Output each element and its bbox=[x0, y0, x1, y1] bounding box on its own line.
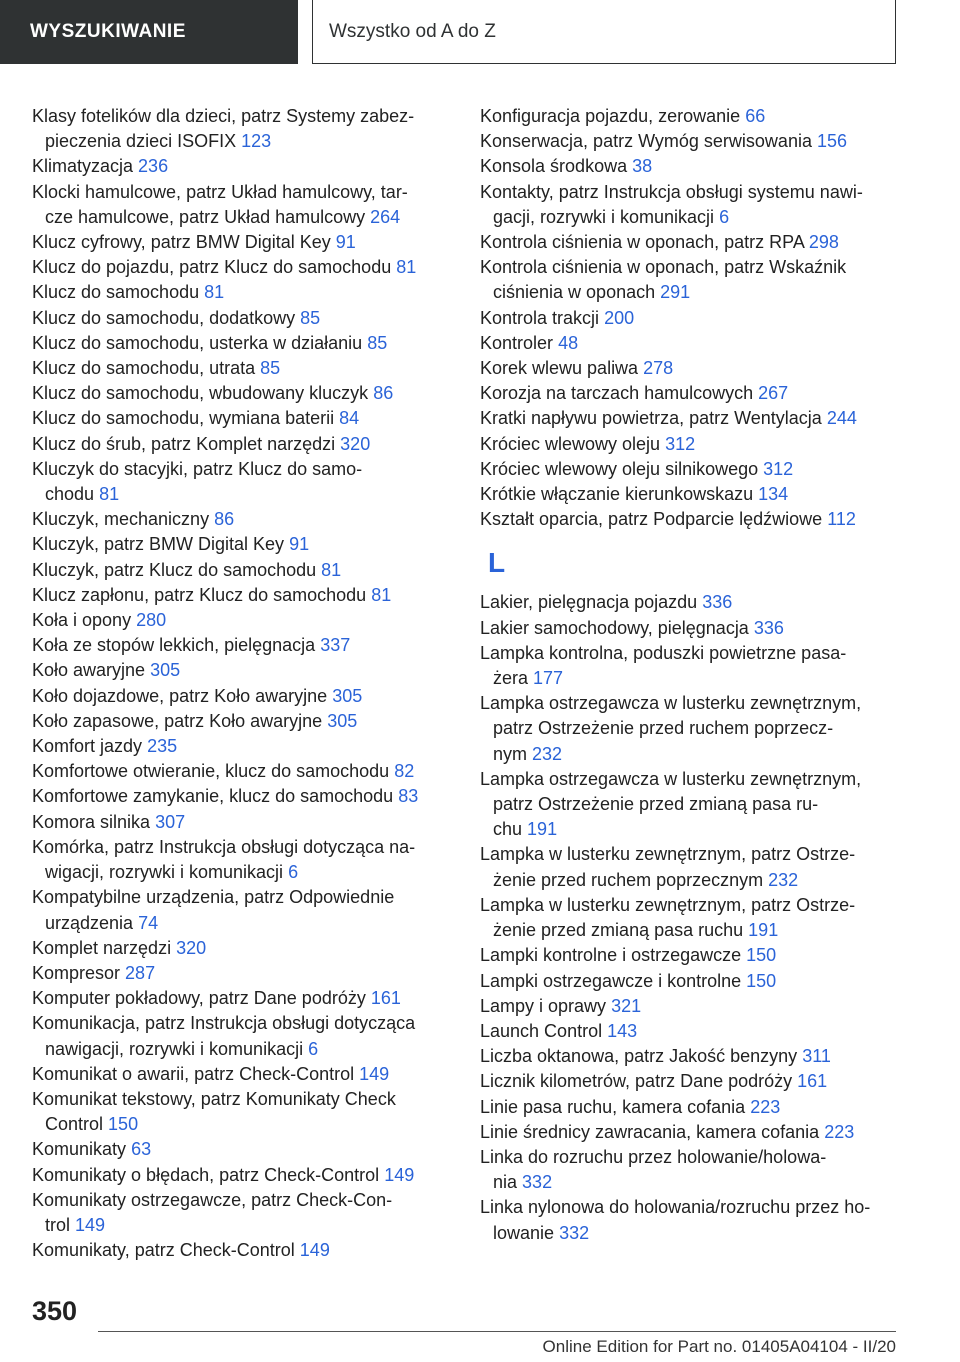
index-entry bbox=[32, 583, 452, 608]
index-entry bbox=[32, 835, 452, 885]
index-entry bbox=[32, 1238, 452, 1263]
index-entry bbox=[32, 180, 452, 230]
index-term: Króciec wlewowy oleju silnikowego bbox=[480, 458, 759, 479]
page-reference-link[interactable]: 149 bbox=[75, 1214, 106, 1235]
index-entry bbox=[32, 280, 452, 305]
index-term: Komunikacja, patrz Instrukcja obsługi dotycząca bbox=[32, 1013, 416, 1034]
page-reference-link[interactable]: 149 bbox=[384, 1164, 415, 1185]
page-reference-link[interactable]: 38 bbox=[632, 156, 653, 177]
index-term: Launch Control bbox=[480, 1020, 603, 1041]
index-entry bbox=[32, 608, 452, 633]
page-reference-link[interactable]: 191 bbox=[527, 819, 558, 840]
page-reference-link[interactable]: 85 bbox=[300, 307, 321, 328]
index-term: Lampka kontrolna, poduszki powietrzne pasa- bbox=[480, 642, 847, 663]
index-entry bbox=[480, 129, 905, 154]
index-entry bbox=[32, 1011, 452, 1061]
index-entry bbox=[480, 1044, 905, 1069]
index-term: Lampka w lusterku zewnętrznym, patrz Ostrze- bbox=[480, 844, 856, 865]
index-entry bbox=[480, 1019, 905, 1044]
index-term: Komplet narzędzi bbox=[32, 937, 172, 958]
index-entry bbox=[32, 684, 452, 709]
page-reference-link[interactable]: 337 bbox=[320, 635, 351, 656]
index-term: nawigacji, rozrywki i komunikacji bbox=[45, 1038, 304, 1059]
page-reference-link[interactable]: 149 bbox=[299, 1240, 330, 1261]
page-reference-link[interactable]: 332 bbox=[559, 1222, 590, 1243]
page-reference-link[interactable]: 123 bbox=[241, 131, 272, 152]
page-reference-link[interactable]: 291 bbox=[660, 282, 691, 303]
page-reference-link[interactable]: 161 bbox=[797, 1071, 828, 1092]
index-term: Komunikaty ostrzegawcze, patrz Check-Con- bbox=[32, 1189, 393, 1210]
index-term: Komfort jazdy bbox=[32, 736, 143, 757]
index-term: żenie przed zmianą pasa ruchu bbox=[493, 920, 744, 941]
footer-divider bbox=[98, 1331, 896, 1332]
page-reference-link[interactable]: 235 bbox=[147, 736, 178, 757]
index-column-right bbox=[480, 104, 905, 1246]
page-reference-link[interactable]: 84 bbox=[339, 408, 360, 429]
page-reference-link[interactable]: 267 bbox=[758, 383, 789, 404]
index-term: Koła ze stopów lekkich, pielęgnacja bbox=[32, 635, 316, 656]
index-term: Liczba oktanowa, patrz Jakość benzyny bbox=[480, 1046, 798, 1067]
page-reference-link[interactable]: 320 bbox=[340, 433, 371, 454]
index-term: Lakier samochodowy, pielęgnacja bbox=[480, 617, 749, 638]
page-reference-link[interactable]: 112 bbox=[827, 509, 856, 530]
page-reference-link[interactable]: 320 bbox=[176, 937, 207, 958]
index-entry bbox=[32, 507, 452, 532]
index-term: Krótkie włączanie kierunkowskazu bbox=[480, 484, 754, 505]
page-reference-link[interactable]: 86 bbox=[373, 383, 394, 404]
index-entry bbox=[480, 306, 905, 331]
index-entry bbox=[480, 969, 905, 994]
page-reference-link[interactable]: 305 bbox=[327, 710, 358, 731]
page-reference-link[interactable]: 312 bbox=[763, 458, 794, 479]
index-entry bbox=[480, 1095, 905, 1120]
index-term: Klucz do samochodu, utrata bbox=[32, 358, 256, 379]
index-term: nym bbox=[493, 743, 528, 764]
index-entry bbox=[32, 1087, 452, 1137]
index-term: lowanie bbox=[493, 1222, 555, 1243]
index-term: Lampka ostrzegawcza w lusterku zewnętrznym, bbox=[480, 768, 862, 789]
index-entry bbox=[32, 961, 452, 986]
page-reference-link[interactable]: 82 bbox=[394, 761, 415, 782]
index-term: Kontrola ciśnienia w oponach, patrz RPA bbox=[480, 232, 804, 253]
index-term: Klimatyzacja bbox=[32, 156, 134, 177]
index-term: gacji, rozrywki i komunikacji bbox=[493, 206, 715, 227]
index-entry bbox=[480, 1120, 905, 1145]
index-entry bbox=[480, 180, 905, 230]
index-entry bbox=[480, 1145, 905, 1195]
page-reference-link[interactable]: 81 bbox=[321, 559, 342, 580]
index-entry bbox=[32, 356, 452, 381]
index-entry bbox=[480, 994, 905, 1019]
page-reference-link[interactable]: 280 bbox=[136, 610, 167, 631]
index-entry bbox=[32, 104, 452, 154]
index-entry bbox=[32, 986, 452, 1011]
index-entry bbox=[32, 255, 452, 280]
page-reference-link[interactable]: 156 bbox=[816, 131, 848, 152]
index-term: Klucz do śrub, patrz Komplet narzędzi bbox=[32, 433, 336, 454]
index-term: żenie przed ruchem poprzecznym bbox=[493, 869, 764, 890]
index-term: Linie średnicy zawracania, kamera cofania bbox=[480, 1121, 820, 1142]
index-term: Komunikaty bbox=[32, 1139, 127, 1160]
index-entry bbox=[480, 842, 905, 892]
index-entry bbox=[32, 532, 452, 557]
index-entry bbox=[32, 558, 452, 583]
index-term: Korek wlewu paliwa bbox=[480, 358, 639, 379]
page-reference-link[interactable]: 85 bbox=[367, 332, 388, 353]
page-reference-link[interactable]: 223 bbox=[824, 1121, 855, 1142]
section-tab: WYSZUKIWANIE bbox=[0, 0, 298, 64]
page-reference-link[interactable]: 336 bbox=[702, 592, 733, 613]
page-reference-link[interactable]: 312 bbox=[665, 433, 696, 454]
page-reference-link[interactable]: 244 bbox=[826, 408, 857, 429]
index-term: patrz Ostrzeżenie przed ruchem poprzecz- bbox=[493, 718, 834, 739]
index-term: Klasy fotelików dla dzieci, patrz Systemy zabez- bbox=[32, 106, 415, 126]
page-reference-link[interactable]: 74 bbox=[138, 912, 159, 933]
page-title: Wszystko od A do Z bbox=[312, 0, 896, 64]
index-term: Kluczyk, patrz Klucz do samochodu bbox=[32, 559, 317, 580]
index-term: Lampka w lusterku zewnętrznym, patrz Ostrze- bbox=[480, 894, 856, 915]
index-term: Kluczyk, mechaniczny bbox=[32, 509, 210, 530]
index-term: Koła i opony bbox=[32, 610, 132, 631]
page-reference-link[interactable]: 305 bbox=[332, 685, 363, 706]
index-term: Kontrola ciśnienia w oponach, patrz Wskaźnik bbox=[480, 257, 847, 278]
index-entry bbox=[32, 406, 452, 431]
index-term: Kontroler bbox=[480, 332, 554, 353]
index-entry bbox=[480, 356, 905, 381]
index-term: Komórka, patrz Instrukcja obsługi dotycząca na- bbox=[32, 836, 416, 857]
page-reference-link[interactable]: 278 bbox=[643, 358, 674, 379]
index-term: Kształt oparcia, patrz Podparcie lędźwiowe bbox=[480, 509, 823, 530]
index-term: Klucz zapłonu, patrz Klucz do samochodu bbox=[32, 584, 367, 605]
page-reference-link[interactable]: 91 bbox=[289, 534, 310, 555]
index-term: urządzenia bbox=[45, 912, 134, 933]
index-entry bbox=[480, 255, 905, 305]
index-entry bbox=[32, 432, 452, 457]
index-term: Klucz do samochodu, wbudowany kluczyk bbox=[32, 383, 369, 404]
page-reference-link[interactable]: 321 bbox=[611, 995, 642, 1016]
index-term: Korozja na tarczach hamulcowych bbox=[480, 383, 754, 404]
index-term: Kompresor bbox=[32, 962, 121, 983]
index-term: Kontrola trakcji bbox=[480, 307, 600, 328]
page-reference-link[interactable]: 150 bbox=[108, 1114, 139, 1135]
index-entry bbox=[32, 331, 452, 356]
page-reference-link[interactable]: 236 bbox=[138, 156, 169, 177]
page-reference-link[interactable]: 232 bbox=[532, 743, 563, 764]
page-reference-link[interactable]: 91 bbox=[335, 232, 356, 253]
index-entry bbox=[480, 943, 905, 968]
index-entry bbox=[32, 1163, 452, 1188]
index-entry bbox=[32, 457, 452, 507]
page-reference-link[interactable]: 6 bbox=[288, 862, 299, 883]
index-entry bbox=[480, 507, 905, 532]
index-entry bbox=[480, 767, 905, 843]
page-reference-link[interactable]: 305 bbox=[150, 660, 181, 681]
index-entry bbox=[480, 381, 905, 406]
index-term: Kluczyk do stacyjki, patrz Klucz do samo- bbox=[32, 458, 363, 479]
page-reference-link[interactable]: 336 bbox=[753, 617, 784, 638]
page-reference-link[interactable]: 83 bbox=[398, 786, 419, 807]
page-reference-link[interactable]: 161 bbox=[370, 988, 401, 1009]
page-reference-link[interactable]: 134 bbox=[758, 484, 789, 505]
index-entry bbox=[32, 936, 452, 961]
index-term: wigacji, rozrywki i komunikacji bbox=[45, 862, 284, 883]
index-term: Linie pasa ruchu, kamera cofania bbox=[480, 1096, 746, 1117]
page-reference-link[interactable]: 287 bbox=[125, 962, 156, 983]
index-term: Klucz do samochodu, wymiana baterii bbox=[32, 408, 335, 429]
index-term: Komfortowe zamykanie, klucz do samochodu bbox=[32, 786, 394, 807]
index-entry bbox=[480, 893, 905, 943]
index-term: patrz Ostrzeżenie przed zmianą pasa ru- bbox=[493, 794, 819, 815]
index-term: żera bbox=[493, 668, 529, 689]
index-term: Króciec wlewowy oleju bbox=[480, 433, 661, 454]
index-term: Lampki ostrzegawcze i kontrolne bbox=[480, 970, 742, 991]
index-term: Komunikat tekstowy, patrz Komunikaty Check bbox=[32, 1088, 396, 1109]
index-term: Lampki kontrolne i ostrzegawcze bbox=[480, 945, 742, 966]
index-entry bbox=[480, 406, 905, 431]
index-term: Klocki hamulcowe, patrz Układ hamulcowy, tar- bbox=[32, 181, 408, 202]
index-entry bbox=[32, 381, 452, 406]
index-term: Klucz do pojazdu, patrz Klucz do samochodu bbox=[32, 257, 392, 278]
index-term: pieczenia dzieci ISOFIX bbox=[45, 131, 237, 152]
index-group-k bbox=[480, 104, 905, 532]
page-number: 350 bbox=[32, 1296, 78, 1326]
page-reference-link[interactable]: 81 bbox=[396, 257, 417, 278]
page-reference-link[interactable]: 150 bbox=[746, 970, 777, 991]
index-entry bbox=[480, 154, 905, 179]
index-term: Licznik kilometrów, patrz Dane podróży bbox=[480, 1071, 793, 1092]
index-term: Control bbox=[45, 1114, 104, 1135]
index-entry bbox=[480, 457, 905, 482]
index-term: Koło zapasowe, patrz Koło awaryjne bbox=[32, 710, 323, 731]
page-reference-link[interactable]: 81 bbox=[204, 282, 225, 303]
index-entry bbox=[32, 734, 452, 759]
page-reference-link[interactable]: 298 bbox=[808, 232, 839, 253]
index-term: Klucz cyfrowy, patrz BMW Digital Key bbox=[32, 232, 331, 253]
index-group-l bbox=[480, 590, 905, 1245]
index-entry bbox=[32, 885, 452, 935]
index-term: Linka nylonowa do holowania/rozruchu przez ho- bbox=[480, 1197, 871, 1218]
index-entry bbox=[32, 1188, 452, 1238]
index-term: Kontakty, patrz Instrukcja obsługi systemu nawi- bbox=[480, 181, 863, 202]
page-reference-link[interactable]: 264 bbox=[370, 206, 401, 227]
page-reference-link[interactable]: 149 bbox=[359, 1063, 390, 1084]
page-reference-link[interactable]: 307 bbox=[155, 811, 186, 832]
page-reference-link[interactable]: 85 bbox=[260, 358, 281, 379]
index-term: chu bbox=[493, 819, 523, 840]
index-entry bbox=[480, 691, 905, 767]
index-term: Kratki napływu powietrza, patrz Wentylacja bbox=[480, 408, 822, 429]
index-entry bbox=[32, 1137, 452, 1162]
index-term: Komunikaty, patrz Check-Control bbox=[32, 1240, 295, 1261]
index-entry bbox=[32, 306, 452, 331]
index-term: Klucz do samochodu bbox=[32, 282, 200, 303]
page-reference-link[interactable]: 191 bbox=[748, 920, 779, 941]
index-term: Lampka ostrzegawcza w lusterku zewnętrznym, bbox=[480, 693, 862, 714]
edition-footer: Online Edition for Part no. 01405A04104 - II/20 bbox=[542, 1337, 896, 1356]
index-entry bbox=[480, 1195, 905, 1245]
index-entry bbox=[32, 759, 452, 784]
index-entry bbox=[32, 658, 452, 683]
index-term: Kompatybilne urządzenia, patrz Odpowiednie bbox=[32, 887, 395, 908]
page-reference-link[interactable]: 332 bbox=[522, 1172, 553, 1193]
index-term: Konsola środkowa bbox=[480, 156, 628, 177]
index-entry bbox=[480, 104, 905, 129]
page-reference-link[interactable]: 81 bbox=[371, 584, 392, 605]
section-letter-l: L bbox=[488, 547, 506, 579]
index-term: Koło awaryjne bbox=[32, 660, 146, 681]
index-term: Komfortowe otwieranie, klucz do samochodu bbox=[32, 761, 390, 782]
page-reference-link[interactable]: 63 bbox=[131, 1139, 152, 1160]
index-term: nia bbox=[493, 1172, 518, 1193]
index-entry bbox=[480, 616, 905, 641]
index-term: Kluczyk, patrz BMW Digital Key bbox=[32, 534, 285, 555]
index-entry bbox=[480, 331, 905, 356]
index-term: cze hamulcowe, patrz Układ hamulcowy bbox=[45, 206, 366, 227]
index-term: Komputer pokładowy, patrz Dane podróży bbox=[32, 988, 366, 1009]
index-term: ciśnienia w oponach bbox=[493, 282, 656, 303]
index-entry bbox=[480, 482, 905, 507]
index-term: Klucz do samochodu, dodatkowy bbox=[32, 307, 296, 328]
index-term: trol bbox=[45, 1214, 71, 1235]
index-term: Linka do rozruchu przez holowanie/holowa- bbox=[480, 1146, 827, 1167]
page-reference-link[interactable]: 200 bbox=[604, 307, 635, 328]
page-reference-link[interactable]: 232 bbox=[768, 869, 799, 890]
page-reference-link[interactable]: 150 bbox=[746, 945, 777, 966]
index-term: Komora silnika bbox=[32, 811, 151, 832]
index-term: chodu bbox=[45, 484, 95, 505]
index-term: Konfiguracja pojazdu, zerowanie bbox=[480, 106, 741, 126]
page-reference-link[interactable]: 66 bbox=[745, 106, 766, 126]
page-reference-link[interactable]: 143 bbox=[607, 1020, 638, 1041]
index-term: Lakier, pielęgnacja pojazdu bbox=[480, 592, 698, 613]
index-column-left bbox=[32, 104, 452, 1263]
index-entry bbox=[480, 590, 905, 615]
index-entry bbox=[32, 810, 452, 835]
index-entry bbox=[32, 709, 452, 734]
index-entry bbox=[480, 1069, 905, 1094]
index-term: Komunikaty o błędach, patrz Check-Control bbox=[32, 1164, 380, 1185]
index-entry bbox=[32, 784, 452, 809]
page-reference-link[interactable]: 6 bbox=[308, 1038, 319, 1059]
index-term: Komunikat o awarii, patrz Check-Control bbox=[32, 1063, 355, 1084]
page-reference-link[interactable]: 86 bbox=[214, 509, 235, 530]
index-entry bbox=[32, 1062, 452, 1087]
page-reference-link[interactable]: 311 bbox=[802, 1046, 831, 1067]
index-entry bbox=[32, 633, 452, 658]
page-reference-link[interactable]: 223 bbox=[750, 1096, 781, 1117]
page-reference-link[interactable]: 48 bbox=[558, 332, 579, 353]
index-term: Klucz do samochodu, usterka w działaniu bbox=[32, 332, 363, 353]
index-entry bbox=[480, 432, 905, 457]
index-entry bbox=[32, 230, 452, 255]
page-reference-link[interactable]: 177 bbox=[533, 668, 564, 689]
index-term: Koło dojazdowe, patrz Koło awaryjne bbox=[32, 685, 328, 706]
index-entry bbox=[480, 230, 905, 255]
index-term: Lampy i oprawy bbox=[480, 995, 607, 1016]
page-reference-link[interactable]: 81 bbox=[99, 484, 120, 505]
page-reference-link[interactable]: 6 bbox=[719, 206, 730, 227]
index-entry bbox=[32, 154, 452, 179]
index-term: Konserwacja, patrz Wymóg serwisowania bbox=[480, 131, 812, 152]
index-entry bbox=[480, 641, 905, 691]
